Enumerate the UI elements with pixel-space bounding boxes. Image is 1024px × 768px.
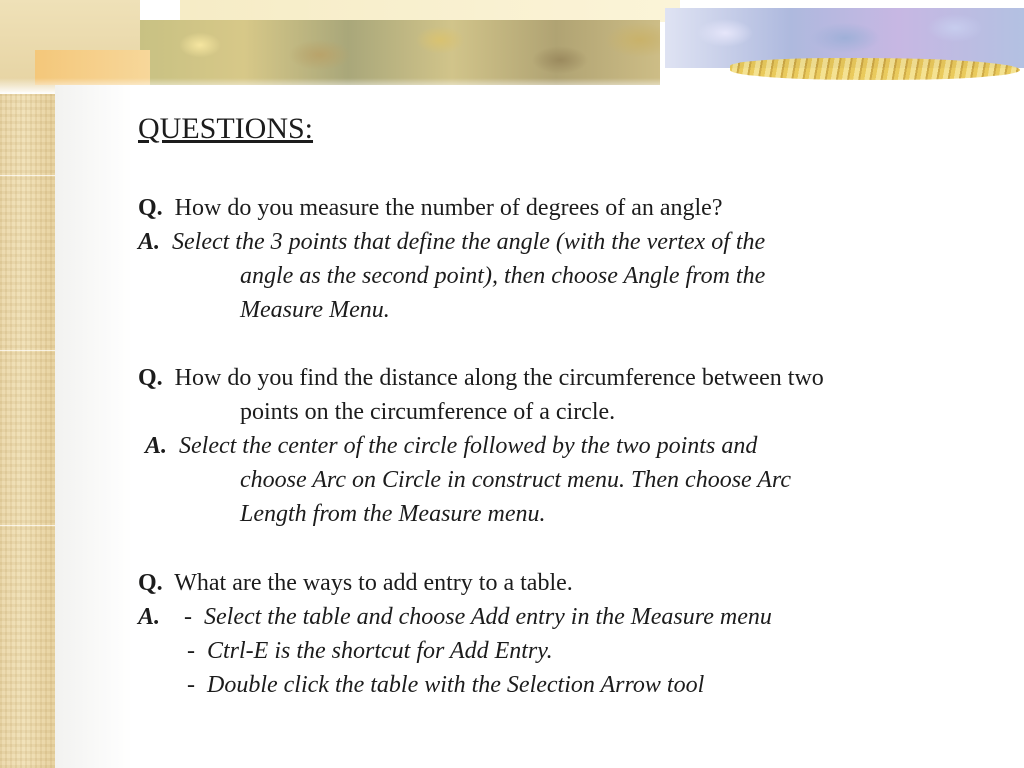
answer-line <box>145 429 757 463</box>
answer-text: angle as the second point), then choose Angle from the <box>240 263 766 289</box>
page-title: QUESTIONS: <box>138 112 314 145</box>
answer-label: A. <box>138 604 161 630</box>
answer-text: Measure Menu. <box>240 297 390 323</box>
answer-text: Select the center of the circle followed by the two points and <box>179 433 758 459</box>
bullet-dash: - <box>184 604 193 630</box>
question-text: How do you find the distance along the circumference between two <box>174 365 824 391</box>
answer-line <box>138 225 765 259</box>
question-line <box>138 191 722 225</box>
question-line <box>138 566 573 600</box>
answer-text: choose Arc on Circle in construct menu. Then choose Arc <box>240 467 792 493</box>
question-label: Q. <box>138 195 163 221</box>
question-label: Q. <box>138 570 163 596</box>
answer-text: Double click the table with the Selection Arrow tool <box>207 672 705 698</box>
answer-text: Ctrl-E is the shortcut for Add Entry. <box>207 638 553 664</box>
answer-label: A. <box>145 433 168 459</box>
question-text: How do you measure the number of degrees of an angle? <box>174 195 723 221</box>
answer-text: Select the 3 points that define the angle (with the vertex of the <box>172 229 766 255</box>
answer-label: A. <box>138 229 161 255</box>
question-text: points on the circumference of a circle. <box>240 399 616 425</box>
question-line <box>138 361 824 395</box>
answer-line <box>187 634 553 668</box>
answer-line <box>138 600 772 634</box>
bullet-dash: - <box>187 638 195 664</box>
answer-text: Select the table and choose Add entry in the Measure menu <box>204 604 772 630</box>
answer-line <box>187 668 704 702</box>
bullet-dash: - <box>187 672 195 698</box>
question-text: What are the ways to add entry to a table. <box>174 570 573 596</box>
question-label: Q. <box>138 365 163 391</box>
answer-text: Length from the Measure menu. <box>240 501 546 527</box>
